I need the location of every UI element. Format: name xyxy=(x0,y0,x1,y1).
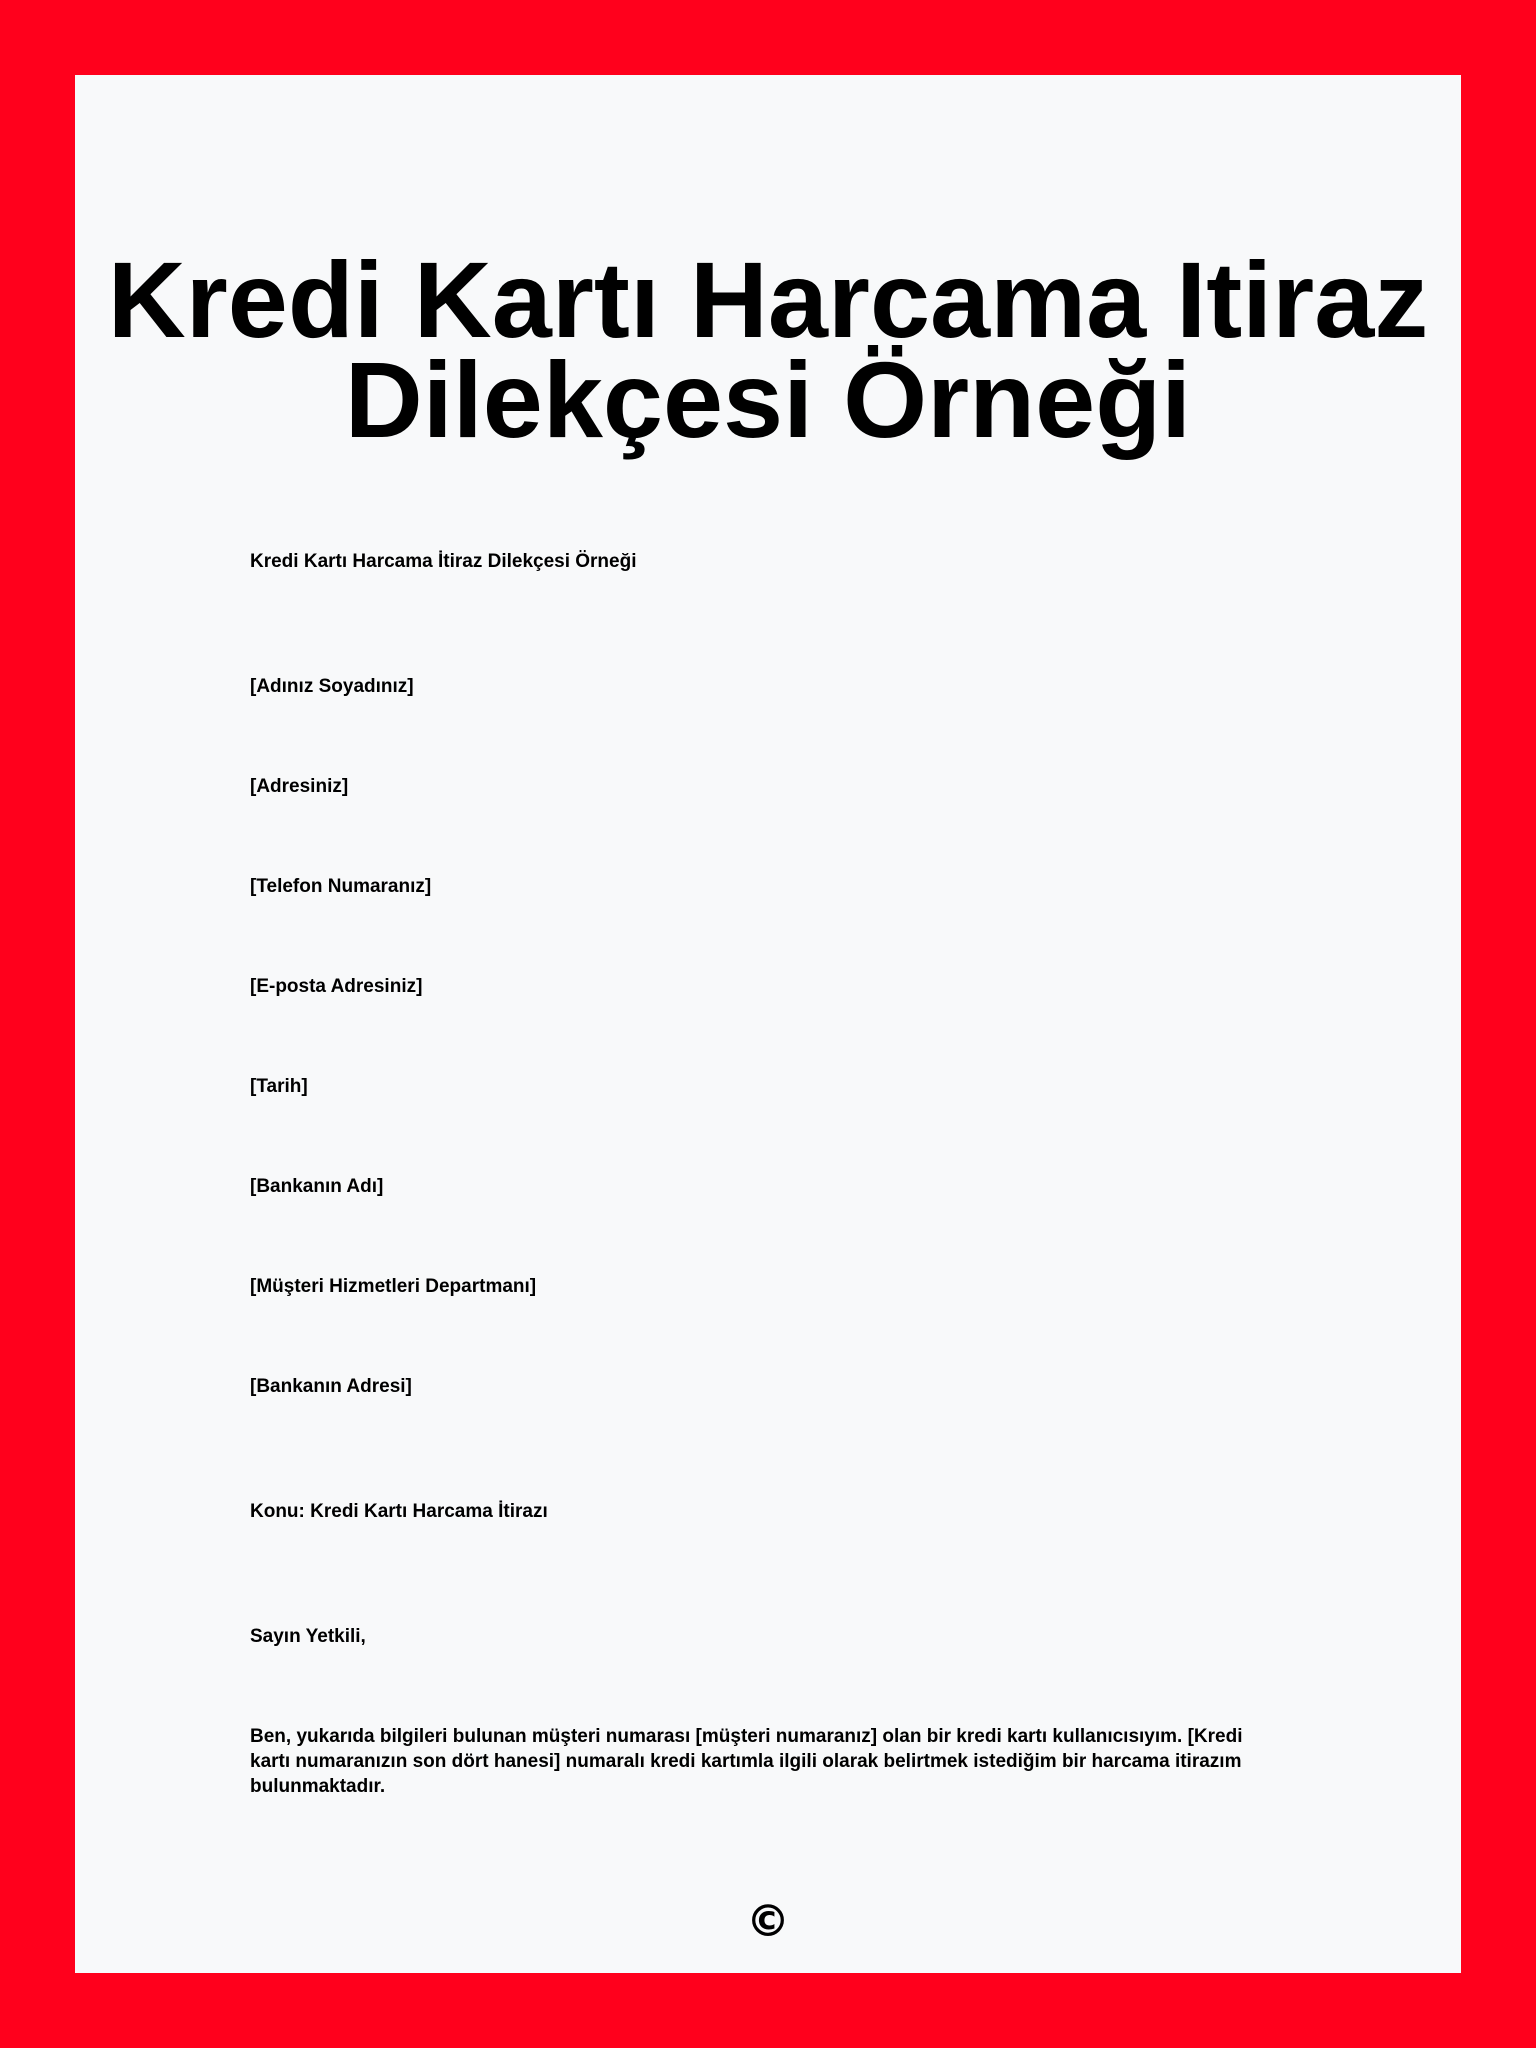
recipient-department: [Müşteri Hizmetleri Departmanı] xyxy=(250,1276,537,1297)
document-page xyxy=(75,75,1461,1973)
sender-email: [E-posta Adresiniz] xyxy=(250,976,423,997)
letter-subject: Konu: Kredi Kartı Harcama İtirazı xyxy=(250,1501,548,1522)
letter-salutation: Sayın Yetkili, xyxy=(250,1626,366,1647)
sender-phone: [Telefon Numaranız] xyxy=(250,876,432,897)
page-title: Kredi Kartı Harcama Itiraz Dilekçesi Örneği xyxy=(107,239,1429,460)
letter-body-paragraph: Ben, yukarıda bilgileri bulunan müşteri numarası [müşteri numaranız] olan bir kredi kartı kullanıcısıyım. [Kredi kartı numaranızın son dört hanesi] numaralı kredi kartımla ilgili olarak belirtmek istediğim bir harcama itirazım bulunmaktadır. xyxy=(250,1726,1243,1797)
letter-heading: Kredi Kartı Harcama İtiraz Dilekçesi Örneği xyxy=(250,551,637,572)
recipient-bank-address: [Bankanın Adresi] xyxy=(250,1376,412,1397)
copyright-icon: © xyxy=(746,1896,790,1947)
sender-address: [Adresiniz] xyxy=(250,776,349,797)
sender-name: [Adınız Soyadınız] xyxy=(250,676,414,697)
letter-date: [Tarih] xyxy=(250,1076,308,1097)
recipient-bank-name: [Bankanın Adı] xyxy=(250,1176,384,1197)
